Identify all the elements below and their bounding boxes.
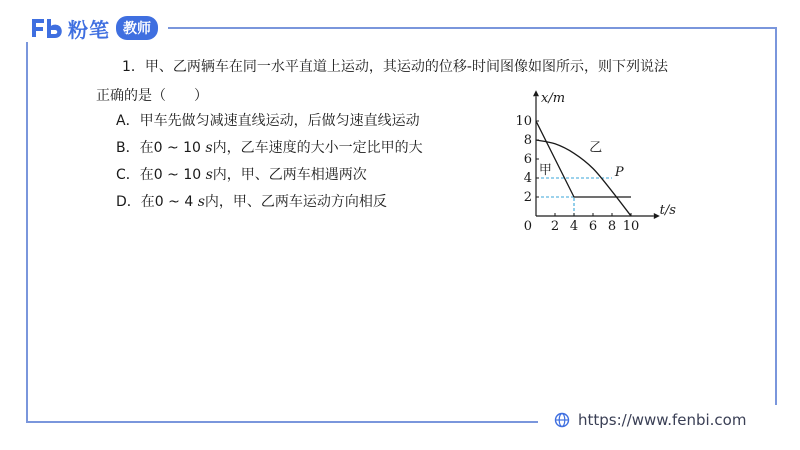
x-tick-label: 4 <box>569 219 579 234</box>
y-tick-label: 6 <box>523 152 532 167</box>
frame-top-border <box>168 27 777 29</box>
jia-label: 甲 <box>538 163 552 179</box>
option-c-pre: C．在0 ~ 10 <box>116 167 206 183</box>
option-a <box>116 112 420 130</box>
footer-url[interactable]: https://www.fenbi.com <box>578 411 747 429</box>
question-line-2: 正确的是（ ） <box>96 88 208 104</box>
x-axis-label: t/s <box>659 203 676 218</box>
option-d <box>116 193 387 211</box>
option-b-pre: B．在0 ~ 10 <box>116 140 206 156</box>
fenbi-logo-icon <box>30 16 66 40</box>
option-c-post: 内，甲、乙两车相遇两次 <box>212 167 367 183</box>
frame-right-border <box>775 27 777 405</box>
y-tick-label: 8 <box>523 133 532 148</box>
yi-label: 乙 <box>589 140 603 156</box>
frame-left-border <box>26 42 28 423</box>
option-c-unit: s <box>205 167 213 183</box>
logo-text: 粉笔 <box>68 17 110 42</box>
option-c <box>116 166 367 184</box>
y-axis-arrow <box>533 90 539 96</box>
y-tick-label: 2 <box>523 190 532 205</box>
y-tick-label: 10 <box>515 114 532 129</box>
globe-icon <box>554 412 570 428</box>
option-d-pre: D．在0 ~ 4 <box>116 194 198 210</box>
frame-bottom-border <box>26 421 538 423</box>
x-tick-label: 2 <box>550 219 560 234</box>
logo-badge: 教师 <box>116 16 158 40</box>
option-d-unit: s <box>197 194 205 210</box>
displacement-time-graph <box>510 84 690 240</box>
x-tick-label: 10 <box>622 219 640 234</box>
question-line-1: 1．甲、乙两辆车在同一水平直道上运动，其运动的位移-时间图像如图所示，则下列说法 <box>122 59 668 75</box>
fenbi-logo <box>30 14 158 42</box>
footer <box>554 410 746 430</box>
jia-line <box>536 121 631 197</box>
p-label: P <box>614 165 624 181</box>
option-b-unit: s <box>205 140 213 156</box>
y-axis-label: x/m <box>541 91 566 107</box>
option-a-text: A．甲车先做匀减速直线运动，后做匀速直线运动 <box>116 113 420 129</box>
option-d-post: 内，甲、乙两车运动方向相反 <box>204 194 387 210</box>
origin-label: 0 <box>523 219 532 234</box>
option-b <box>116 139 423 157</box>
y-tick-label: 4 <box>523 171 532 186</box>
x-tick-label: 8 <box>607 219 617 234</box>
x-tick-label: 6 <box>588 219 598 234</box>
option-b-post: 内，乙车速度的大小一定比甲的大 <box>212 140 423 156</box>
